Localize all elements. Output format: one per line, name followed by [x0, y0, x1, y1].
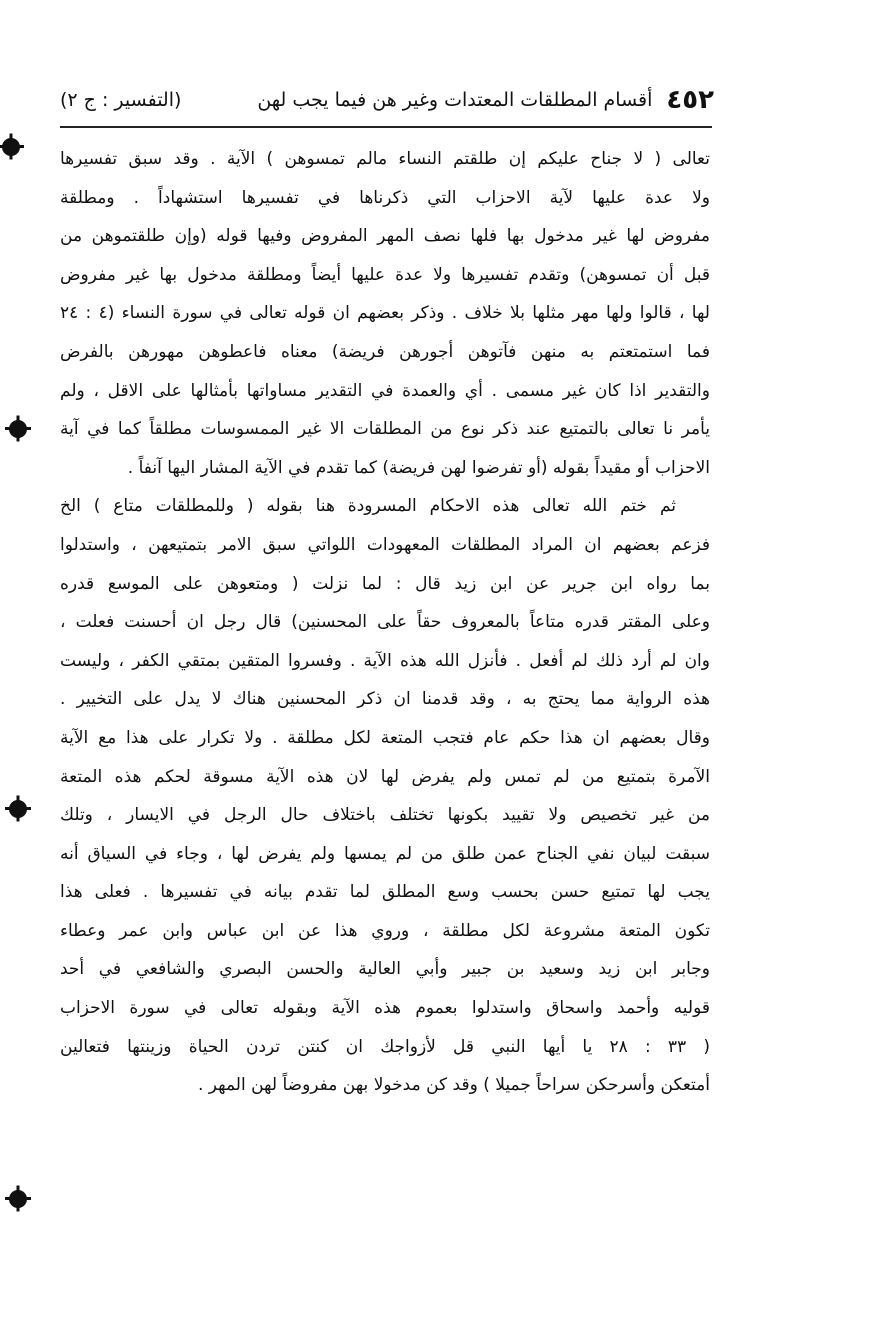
- text-line: وعلى المقتر قدره متاعاً بالمعروف حقاً على المحسنين) قال رجل ان أحسنت فعلت ،: [60, 612, 710, 633]
- page-number: ٤٥٢: [666, 85, 714, 115]
- text-line: قوليه وأحمد واسحاق واستدلوا بعموم هذه الآية وبقوله تعالى في سورة الاحزاب: [60, 998, 710, 1019]
- text-line: سبقت لبيان نفي الجناح عمن طلق من لم يمسها ولم يفرض لها ، وجاء في السياق أنه: [60, 843, 710, 864]
- text-line: لها ، قالوا ولها مهر مثلها بلا خلاف . وذكر بعضهم ان قوله تعالى في سورة النساء (٤ : ٢٤: [60, 303, 710, 324]
- margin-mark-icon: [2, 138, 20, 156]
- text-line: الآمرة بتمتيع من لم تمس ولم يفرض لها لان هذه الآية مسوقة لحكم هذه المتعة: [60, 766, 710, 787]
- text-line: تكون المتعة مشروعة لكل مطلقة ، وروي هذا عن ابن عباس وابن عمر وعطاء: [60, 920, 710, 941]
- text-line: مفروض لها غير مدخول بها فلها نصف المهر المفروض وفيها قوله (وإن طلقتموهن من: [60, 226, 710, 247]
- running-title: أقسام المطلقات المعتدات وغير هن فيما يجب لهن: [257, 89, 653, 111]
- text-line: وجابر ابن زيد وسعيد بن جبير وأبي العالية والحسن البصري والشافعي في أحد: [60, 959, 710, 980]
- text-line: ثم ختم الله تعالى هذه الاحكام المسرودة هنا بقوله ( وللمطلقات متاع ) الخ: [60, 496, 676, 517]
- text-line: ( ٣٣ : ٢٨ يا أيها النبي قل لأزواجك ان كنتن تردن الحياة وزينتها فتعالين: [60, 1036, 710, 1057]
- body-text: [60, 140, 710, 1105]
- text-line: وان لم أرد ذلك لم أفعل . فأنزل الله هذه الآية . وفسروا المتقين بمتقي الكفر ، وليست: [60, 650, 710, 671]
- margin-mark-icon: [9, 1190, 27, 1208]
- text-line: يجب لها تمتيع حسن بحسب وسع المطلق لما تقدم بيانه في تفسيرها . فعلى هذا: [60, 882, 710, 903]
- margin-mark-icon: [9, 420, 27, 438]
- text-line: قبل أن تمسوهن) وتقدم تفسيرها ولا عدة عليها أيضاً ومطلقة مدخول بها غير مفروض: [60, 264, 710, 285]
- text-line: بما رواه ابن جرير عن ابن زيد قال : لما نزلت ( ومتعوهن على الموسع قدره: [60, 573, 710, 594]
- header-rule: [60, 126, 712, 128]
- text-line: يأمر نا تعالى بالتمتيع عند ذكر نوع من المطلقات الا غير الممسوسات مطلقاً كما في آية: [60, 419, 710, 440]
- text-line: وقال بعضهم ان هذا حكم عام فتجب المتعة لكل مطلقة . ولا تكرار على هذا مع الآية: [60, 727, 710, 748]
- text-line: الاحزاب أو مقيداً بقوله (أو تفرضوا لهن فريضة) كما تقدم في الآية المشار اليها آنفاً .: [127, 457, 710, 478]
- text-line: ولا عدة عليها لآية الاحزاب التي ذكرناها في تفسيرها استشهاداً . ومطلقة: [60, 187, 710, 208]
- text-line: والتقدير اذا كان غير مسمى . أي والعمدة في التقدير مساواتها بأمثالها على الاقل ، ولم: [60, 380, 710, 401]
- text-line: فزعم بعضهم ان المراد المطلقات المعهودات اللواتي سبق الامر بتمتيعهن ، واستدلوا: [60, 534, 710, 555]
- running-volume: (التفسير : ج ٢): [60, 89, 182, 111]
- page-header: [60, 80, 714, 120]
- text-line: تعالى ( لا جناح عليكم إن طلقتم النساء مالم تمسوهن ) الآية . وقد سبق تفسيرها: [60, 149, 710, 169]
- text-line: فما استمتعتم به منهن فآتوهن أجورهن فريضة) معناه فاعطوهن مهورهن بالفرض: [60, 341, 710, 362]
- text-line: هذه الرواية مما يحتج به ، وقد قدمنا ان ذكر المحسنين هناك لا يدل على التخيير .: [60, 689, 710, 710]
- text-line: من غير تخصيص ولا تقييد بكونها تختلف باختلاف حال الرجل في الايسار ، وتلك: [60, 805, 710, 826]
- text-line: أمتعكن وأسرحكن سراحاً جميلا ) وقد كن مدخولا بهن مفروضاً لهن المهر .: [197, 1075, 710, 1096]
- margin-mark-icon: [9, 800, 27, 818]
